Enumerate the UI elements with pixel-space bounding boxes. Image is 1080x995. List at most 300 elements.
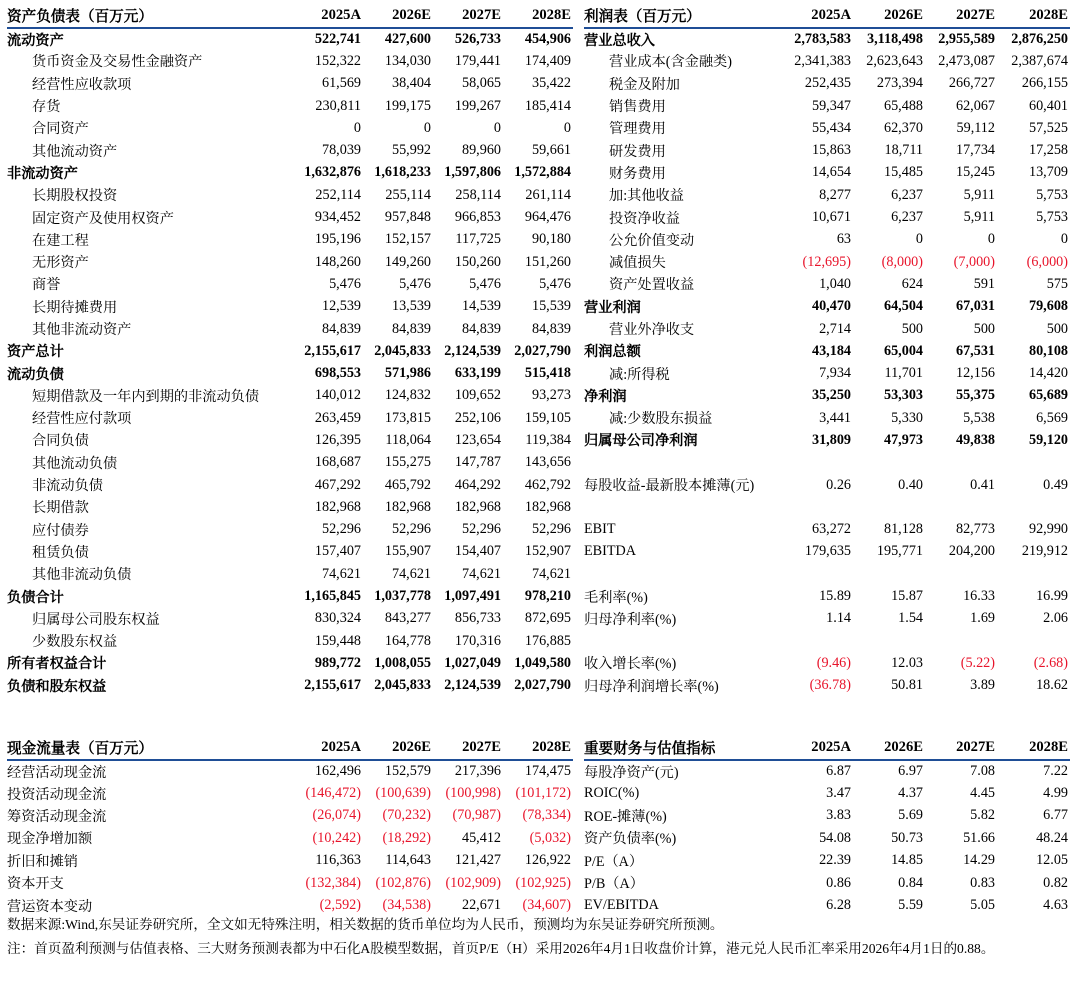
cell-value: 219,912 [1021, 543, 1068, 560]
cell-value: 4.45 [970, 785, 995, 802]
cell-value: 58,065 [461, 75, 501, 92]
cell-value [781, 452, 853, 474]
table-row [7, 318, 573, 340]
cell-value: 0 [493, 119, 501, 136]
cell-value: 2,124,539 [444, 677, 501, 694]
row-label: P/B（A） [584, 876, 644, 893]
cell-value: 2,027,790 [514, 677, 571, 694]
cell-value: 526,733 [454, 31, 501, 48]
cell-value: 59,120 [1028, 431, 1068, 448]
cell-value: (26,074) [312, 807, 361, 824]
cell-value: 159,105 [524, 409, 571, 426]
year-header: 2026E [363, 736, 433, 760]
cell-value: 152,579 [384, 763, 431, 780]
cell-value: 174,409 [524, 52, 571, 69]
year-header: 2025A [293, 4, 363, 28]
cell-value: 571,986 [384, 365, 431, 382]
cell-value: 6.77 [1043, 807, 1068, 824]
cell-value: 35,250 [811, 387, 851, 404]
table-row [584, 385, 1070, 407]
table-row [584, 782, 1070, 804]
row-label: 净利润 [584, 388, 627, 405]
table-row [584, 273, 1070, 295]
cell-value: 61,569 [321, 75, 361, 92]
table-row [7, 340, 573, 362]
row-label: 固定资产及使用权资产 [32, 210, 174, 227]
cell-value: 957,848 [384, 209, 431, 226]
cell-value: 89,960 [461, 142, 501, 159]
row-label: 租赁负债 [32, 544, 89, 561]
cell-value [997, 630, 1070, 652]
cell-value: 40,470 [811, 298, 851, 315]
table-row [584, 760, 1070, 782]
cell-value: 152,157 [384, 231, 431, 248]
row-label: 收入增长率(%) [584, 656, 677, 673]
year-header: 2027E [433, 4, 503, 28]
row-label: 减值损失 [609, 255, 666, 272]
cell-value: 65,689 [1028, 387, 1068, 404]
cell-value: 575 [1046, 275, 1068, 292]
cell-value: 154,407 [454, 543, 501, 560]
row-label: 经营性应付款项 [32, 411, 132, 428]
cell-value: 0.84 [898, 874, 923, 891]
table-title: 资产负债表（百万元） [7, 4, 293, 28]
cell-value: 8,277 [819, 186, 851, 203]
cell-value: 465,792 [384, 476, 431, 493]
cell-value: 15.89 [819, 588, 851, 605]
cell-value: 67,031 [955, 298, 995, 315]
cell-value: 255,114 [385, 186, 431, 203]
cell-value: 0 [987, 231, 995, 248]
cell-value: 126,395 [314, 431, 361, 448]
cell-value: 182,968 [454, 498, 501, 515]
table-row [584, 251, 1070, 273]
cell-value: 830,324 [314, 610, 361, 627]
cell-value: 92,990 [1028, 521, 1068, 538]
cell-value: 84,839 [321, 320, 361, 337]
cell-value: 52,296 [321, 521, 361, 538]
cell-value: 2,387,674 [1011, 52, 1068, 69]
cell-value: 17,734 [955, 142, 995, 159]
table-row [7, 407, 573, 429]
cell-value: 1.54 [898, 610, 923, 627]
cell-value: 966,853 [454, 209, 501, 226]
row-label: 存货 [32, 99, 61, 116]
row-label: 经营活动现金流 [7, 764, 107, 781]
cell-value: 152,322 [314, 52, 361, 69]
cell-value: 74,621 [461, 565, 501, 582]
table-header-row [584, 4, 1070, 28]
cell-value: 14,420 [1028, 365, 1068, 382]
cell-value: 109,652 [454, 387, 501, 404]
cell-value: (70,232) [382, 807, 431, 824]
cell-value: 252,435 [804, 75, 851, 92]
cell-value: 62,067 [955, 97, 995, 114]
row-label: 税金及附加 [609, 76, 680, 93]
table-row [584, 429, 1070, 451]
cell-value: 1.14 [826, 610, 851, 627]
cell-value [997, 563, 1070, 585]
cell-value: 50.73 [891, 829, 923, 846]
cell-value: 182,968 [384, 498, 431, 515]
cell-value: 15.87 [891, 588, 923, 605]
cell-value: 12,156 [955, 365, 995, 382]
cell-value: 3.83 [826, 807, 851, 824]
table-row [584, 362, 1070, 384]
cell-value [997, 452, 1070, 474]
row-label: 其他流动资产 [32, 143, 118, 160]
cell-value: 149,260 [384, 253, 431, 270]
cell-value: 81,128 [883, 521, 923, 538]
cell-value: 16.33 [963, 588, 995, 605]
cell-value: 118,064 [385, 431, 431, 448]
cell-value: 2,124,539 [444, 342, 501, 359]
row-label: 销售费用 [609, 99, 666, 116]
cell-value: 2,783,583 [794, 31, 851, 48]
cell-value: 185,414 [524, 97, 571, 114]
cell-value: (102,925) [515, 874, 571, 891]
cell-value: 57,525 [1028, 119, 1068, 136]
cell-value: 0.83 [970, 874, 995, 891]
table-row [7, 805, 573, 827]
cell-value: 0.49 [1043, 476, 1068, 493]
cell-value: 35,422 [531, 75, 571, 92]
cell-value: 6.28 [826, 897, 851, 914]
cell-value: 74,621 [321, 565, 361, 582]
cell-value: 45,412 [461, 829, 501, 846]
cell-value: 2,155,617 [304, 342, 361, 359]
table-row [584, 652, 1070, 674]
cell-value: 126,922 [524, 852, 571, 869]
cell-value: 78,039 [321, 142, 361, 159]
table-title: 现金流量表（百万元） [7, 736, 293, 760]
data-source-note: 数据来源:Wind,东吴证券研究所，全文如无特殊注明，相关数据的货币单位均为人民币，预测均为东吴证券研究所预测。 [7, 917, 724, 932]
cell-value: 55,434 [811, 119, 851, 136]
row-label: 每股净资产(元) [584, 764, 679, 781]
cell-value: 15,245 [955, 164, 995, 181]
cell-value [853, 496, 925, 518]
cell-value: 4.99 [1043, 785, 1068, 802]
cell-value: (2.68) [1033, 654, 1068, 671]
cell-value: 5.05 [970, 897, 995, 914]
table-row [7, 273, 573, 295]
cell-value: 624 [901, 275, 923, 292]
cell-value: 22.39 [819, 852, 851, 869]
cell-value: (12,695) [802, 253, 851, 270]
table-row [584, 50, 1070, 72]
table-title: 重要财务与估值指标 [584, 736, 781, 760]
cell-value: 522,741 [314, 31, 361, 48]
cell-value: 2,155,617 [304, 677, 361, 694]
row-label: 应付债券 [32, 522, 89, 539]
year-header: 2025A [293, 736, 363, 760]
table-row [584, 541, 1070, 563]
cell-value: 82,773 [955, 521, 995, 538]
cell-value: 38,404 [391, 75, 431, 92]
income-statement-table [584, 4, 1070, 697]
row-label: 归母净利润增长率(%) [584, 678, 719, 695]
cell-value: 266,727 [948, 75, 995, 92]
cell-value [997, 496, 1070, 518]
cell-value: 2,045,833 [374, 342, 431, 359]
cell-value: 18,711 [884, 142, 923, 159]
table-row [7, 563, 573, 585]
table-row [7, 385, 573, 407]
cell-value: 258,114 [455, 186, 501, 203]
cell-value: 500 [901, 320, 923, 337]
cell-value: 150,260 [454, 253, 501, 270]
cell-value: (6,000) [1026, 253, 1068, 270]
cell-value: 1,008,055 [374, 654, 431, 671]
cell-value: 1,097,491 [444, 588, 501, 605]
table-row [584, 340, 1070, 362]
table-row [7, 50, 573, 72]
cell-value: 2,473,087 [938, 52, 995, 69]
table-row [584, 318, 1070, 340]
cell-value: 31,809 [811, 431, 851, 448]
cell-value: 63,272 [811, 521, 851, 538]
cell-value: 5,476 [399, 275, 431, 292]
cell-value: (70,987) [452, 807, 501, 824]
cell-value: 0 [1060, 231, 1068, 248]
cell-value: 5,330 [891, 409, 923, 426]
table-row [7, 162, 573, 184]
cell-value: 261,114 [525, 186, 571, 203]
table-row [7, 585, 573, 607]
cell-value: 148,260 [314, 253, 361, 270]
cell-value: 1,572,884 [514, 164, 571, 181]
valuation-metrics-table [584, 736, 1070, 917]
cell-value: (18,292) [382, 829, 431, 846]
cell-value: 5,476 [469, 275, 501, 292]
cell-value: 515,418 [524, 365, 571, 382]
year-header: 2027E [925, 736, 997, 760]
table-row [584, 117, 1070, 139]
table-row [7, 73, 573, 95]
cell-value: 84,839 [461, 320, 501, 337]
row-label: 无形资产 [32, 255, 89, 272]
cell-value: 5,753 [1036, 209, 1068, 226]
table-row [7, 850, 573, 872]
row-label: 其他非流动资产 [32, 322, 132, 338]
row-label: 归属母公司净利润 [584, 433, 698, 450]
cell-value: 5,753 [1036, 186, 1068, 203]
row-label: 公允价值变动 [609, 232, 695, 249]
row-label: 研发费用 [609, 143, 666, 160]
cell-value: 989,772 [314, 654, 361, 671]
cell-value: 7.08 [970, 763, 995, 780]
cell-value: 2,341,383 [794, 52, 851, 69]
row-label: 长期股权投资 [32, 188, 118, 205]
cell-value [925, 452, 997, 474]
cell-value: 0 [563, 119, 571, 136]
cell-value: 464,292 [454, 476, 501, 493]
row-label: 每股收益-最新股本摊薄(元) [584, 478, 755, 495]
year-header: 2028E [997, 736, 1070, 760]
row-label: 资产总计 [7, 344, 64, 361]
cell-value: 54.08 [819, 829, 851, 846]
cell-value: 182,968 [314, 498, 361, 515]
cell-value: 843,277 [384, 610, 431, 627]
cell-value: 60,401 [1028, 97, 1068, 114]
row-label: 加:其他收益 [609, 188, 684, 205]
table-row [584, 296, 1070, 318]
row-label: 营业总收入 [584, 32, 655, 49]
cell-value: 204,200 [948, 543, 995, 560]
cell-value: 2,955,589 [938, 31, 995, 48]
row-label: 资产处置收益 [609, 277, 695, 294]
cell-value: 454,906 [524, 31, 571, 48]
table-row [584, 496, 1070, 518]
cell-value: 2,876,250 [1011, 31, 1068, 48]
cell-value: 84,839 [531, 320, 571, 337]
row-label: EBIT [584, 521, 616, 538]
table-row [7, 675, 573, 697]
cell-value: 2,027,790 [514, 342, 571, 359]
cell-value: 1,049,580 [514, 654, 571, 671]
cell-value: 427,600 [384, 31, 431, 48]
table-row [7, 652, 573, 674]
row-label: 减:少数股东损益 [609, 411, 713, 428]
row-label: 少数股东权益 [32, 634, 118, 651]
cell-value: (10,242) [312, 829, 361, 846]
cell-value: 63 [836, 231, 851, 248]
cell-value: (5,032) [529, 829, 571, 846]
cell-value: 14,654 [811, 164, 851, 181]
cell-value: 174,475 [524, 763, 571, 780]
cell-value: 462,792 [524, 476, 571, 493]
table-row [584, 407, 1070, 429]
row-label: 长期借款 [32, 500, 89, 517]
cell-value: 0.40 [898, 476, 923, 493]
cell-value: 1,040 [819, 275, 851, 292]
cell-value: 230,811 [315, 97, 361, 114]
cell-value: (34,607) [522, 897, 571, 914]
table-row [584, 184, 1070, 206]
cell-value: 978,210 [524, 588, 571, 605]
cell-value: 2,045,833 [374, 677, 431, 694]
cell-value: 252,106 [454, 409, 501, 426]
cell-value: (5.22) [960, 654, 995, 671]
cell-value: 147,787 [454, 454, 501, 471]
cell-value: (9.46) [816, 654, 851, 671]
cell-value: (7,000) [953, 253, 995, 270]
row-label: 资本开支 [7, 876, 64, 893]
cell-value: 14,539 [461, 298, 501, 315]
cell-value: 856,733 [454, 610, 501, 627]
year-header: 2026E [363, 4, 433, 28]
cell-value: 5.82 [970, 807, 995, 824]
cell-value: 179,441 [454, 52, 501, 69]
year-header: 2028E [503, 736, 573, 760]
cell-value: 55,992 [391, 142, 431, 159]
cell-value: 6.97 [898, 763, 923, 780]
table-row [7, 429, 573, 451]
cell-value: 5.59 [898, 897, 923, 914]
cell-value: 50.81 [891, 677, 923, 694]
cell-value: 7.22 [1043, 763, 1068, 780]
row-label: 现金净增加额 [7, 831, 93, 848]
table-row [584, 452, 1070, 474]
table-row [7, 496, 573, 518]
table-row [584, 162, 1070, 184]
row-label: 货币资金及交易性金融资产 [32, 54, 203, 71]
table-row [584, 519, 1070, 541]
year-header: 2025A [781, 736, 853, 760]
cell-value: 934,452 [314, 209, 361, 226]
cell-value: 12.05 [1036, 852, 1068, 869]
table-row [7, 362, 573, 384]
row-label: 管理费用 [609, 121, 666, 138]
year-header: 2026E [853, 4, 925, 28]
cell-value: (100,998) [445, 785, 501, 802]
row-label: 营业成本(含金融类) [609, 54, 732, 71]
year-header: 2025A [781, 4, 853, 28]
cell-value: 43,184 [811, 342, 851, 359]
row-label: 长期待摊费用 [32, 299, 118, 316]
cell-value: 1,618,233 [374, 164, 431, 181]
cell-value: 168,687 [314, 454, 361, 471]
cell-value: 0 [423, 119, 431, 136]
cell-value: 6,569 [1036, 409, 1068, 426]
year-header: 2026E [853, 736, 925, 760]
cell-value: 5,911 [963, 186, 995, 203]
cell-value: 2,714 [819, 320, 851, 337]
cell-value: 52,296 [461, 521, 501, 538]
row-label: 归母净利率(%) [584, 611, 677, 628]
table-row [7, 872, 573, 894]
cell-value: 22,671 [461, 897, 501, 914]
row-label: 投资净收益 [609, 210, 680, 227]
cell-value: (102,909) [445, 874, 501, 891]
row-label: 在建工程 [32, 232, 89, 249]
cell-value: 199,267 [454, 97, 501, 114]
table-row [584, 139, 1070, 161]
cell-value: 3.89 [970, 677, 995, 694]
cell-value: 5.69 [898, 807, 923, 824]
cell-value: 591 [973, 275, 995, 292]
row-label [584, 452, 781, 474]
cell-value: 2,623,643 [866, 52, 923, 69]
cell-value: 51.66 [963, 829, 995, 846]
cell-value: 80,108 [1028, 342, 1068, 359]
row-label: 营业外净收支 [609, 322, 695, 338]
table-row [584, 675, 1070, 697]
table-row [584, 206, 1070, 228]
cell-value: 633,199 [454, 365, 501, 382]
table-row [7, 206, 573, 228]
cell-value: 266,155 [1021, 75, 1068, 92]
row-label: 负债合计 [7, 589, 64, 606]
table-row [584, 805, 1070, 827]
cell-value: 2.06 [1043, 610, 1068, 627]
cell-value: 134,030 [384, 52, 431, 69]
row-label: 所有者权益合计 [7, 656, 107, 673]
row-label: P/E（A） [584, 853, 644, 870]
table-row [584, 73, 1070, 95]
table-row [584, 827, 1070, 849]
cell-value: 0 [915, 231, 923, 248]
table-header-row [7, 736, 573, 760]
cell-value: 74,621 [391, 565, 431, 582]
cell-value: 217,396 [454, 763, 501, 780]
table-title: 利润表（百万元） [584, 4, 781, 28]
table-row [584, 850, 1070, 872]
cell-value: 7,934 [819, 365, 851, 382]
cell-value: 1.69 [970, 610, 995, 627]
table-row [584, 28, 1070, 50]
row-label: 非流动资产 [7, 165, 78, 182]
